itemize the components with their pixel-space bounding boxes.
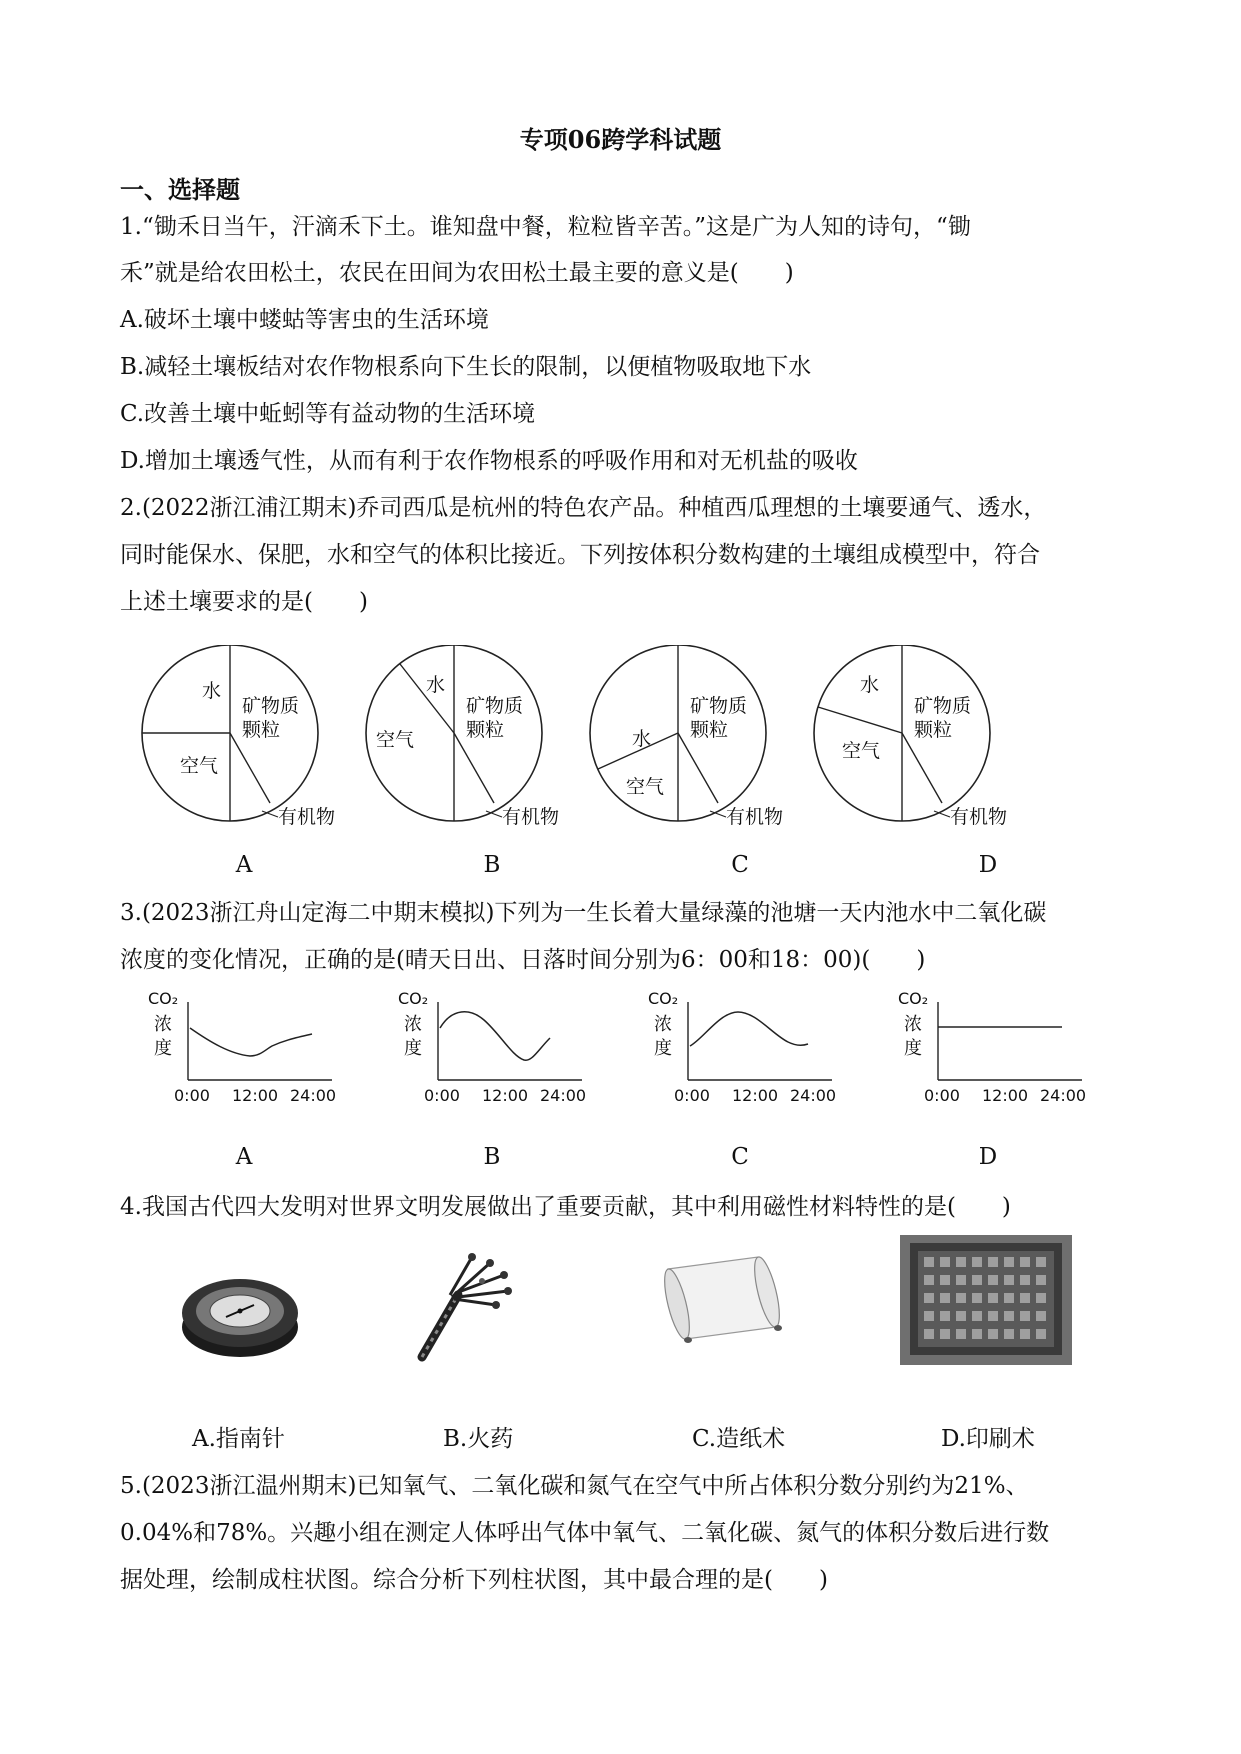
- q4-caption-c: C.造纸术: [692, 1426, 786, 1452]
- q5-stem-line2: 0.04%和78%。兴趣小组在测定人体呼出气体中氧气、二氧化碳、氮气的体积分数后进行数: [120, 1520, 1050, 1546]
- graph-d-ylabel-co2: CO₂: [898, 990, 929, 1008]
- pie-a-mineral-label-1: 矿物质: [242, 695, 300, 717]
- q2-option-c-label: C: [731, 852, 749, 878]
- pie-c-mineral-label-1: 矿物质: [690, 695, 748, 717]
- graph-a: [148, 990, 336, 1105]
- graph-d-xtick-2: 24:00: [1040, 1086, 1087, 1105]
- pie-a-air-label: 空气: [180, 755, 219, 777]
- pie-b-mineral-label-1: 矿物质: [466, 695, 524, 717]
- pie-d: [814, 645, 1007, 828]
- q1-option-b: B.减轻土壤板结对农作物根系向下生长的限制，以便植物吸取地下水: [120, 354, 812, 380]
- printing-type-image: [900, 1235, 1072, 1365]
- graph-c-xtick-2: 24:00: [790, 1086, 837, 1105]
- compass-image: [182, 1279, 298, 1357]
- q2-stem-line1: 2.(2022浙江浦江期末)乔司西瓜是杭州的特色农产品。种植西瓜理想的土壤要通气、透水，: [120, 495, 1047, 521]
- q3-stem-line2: 浓度的变化情况，正确的是(晴天日出、日落时间分别为6：00和18：00)( ): [120, 947, 926, 973]
- pie-b-air-label: 空气: [376, 729, 415, 751]
- q4-caption-d: D.印刷术: [941, 1426, 1035, 1452]
- graph-b-ylabel-1: 浓: [404, 1014, 422, 1035]
- q2-stem-line3: 上述土壤要求的是( ): [120, 589, 368, 615]
- q1-stem-line2: 禾”就是给农田松土，农民在田间为农田松土最主要的意义是( ): [120, 260, 794, 286]
- q3-option-c-label: C: [731, 1144, 749, 1170]
- graph-a-ylabel-1: 浓: [154, 1014, 172, 1035]
- pie-d-air-label: 空气: [842, 740, 881, 762]
- q2-option-b-label: B: [483, 852, 501, 878]
- pie-c-organic-label: 有机物: [726, 806, 784, 828]
- pie-d-mineral-label-1: 矿物质: [914, 695, 972, 717]
- graph-a-xtick-0: 0:00: [174, 1086, 210, 1105]
- page-title: 专项06跨学科试题: [519, 125, 722, 154]
- pie-c: [590, 645, 783, 828]
- pie-d-mineral-label-2: 颗粒: [914, 719, 953, 741]
- graph-b-ylabel-2: 度: [404, 1038, 422, 1059]
- graph-c-xtick-1: 12:00: [732, 1086, 779, 1105]
- graph-b-xtick-2: 24:00: [540, 1086, 587, 1105]
- graph-b-xtick-0: 0:00: [424, 1086, 460, 1105]
- q3-option-b-label: B: [483, 1144, 501, 1170]
- graph-d-ylabel-1: 浓: [904, 1014, 922, 1035]
- q4-stem-line1: 4.我国古代四大发明对世界文明发展做出了重要贡献，其中利用磁性材料特性的是( ): [120, 1194, 1011, 1220]
- pie-a-water-label: 水: [202, 680, 222, 702]
- pie-b-water-label: 水: [426, 674, 446, 696]
- pie-a-organic-label: 有机物: [278, 806, 336, 828]
- graph-b-xtick-1: 12:00: [482, 1086, 529, 1105]
- graph-c-ylabel-2: 度: [654, 1038, 672, 1059]
- pie-d-organic-label: 有机物: [950, 806, 1008, 828]
- q3-stem-line1: 3.(2023浙江舟山定海二中期末模拟)下列为一生长着大量绿藻的池塘一天内池水中二氧化碳: [120, 900, 1047, 926]
- graph-a-ylabel-2: 度: [154, 1038, 172, 1059]
- q2-option-a-label: A: [235, 852, 253, 878]
- graph-c-ylabel-co2: CO₂: [648, 990, 679, 1008]
- q3-option-d-label: D: [978, 1144, 998, 1170]
- q2-stem-line2: 同时能保水、保肥，水和空气的体积比接近。下列按体积分数构建的土壤组成模型中，符合: [120, 542, 1040, 568]
- graph-d: [898, 990, 1086, 1105]
- pie-c-mineral-label-2: 颗粒: [690, 719, 729, 741]
- q1-option-a: A.破坏土壤中蝼蛄等害虫的生活环境: [120, 307, 489, 333]
- graph-c-ylabel-1: 浓: [654, 1014, 672, 1035]
- q5-stem-line1: 5.(2023浙江温州期末)已知氧气、二氧化碳和氮气在空气中所占体积分数分别约为21%、: [120, 1473, 1029, 1499]
- q2-soil-pie-figures: [120, 645, 1130, 845]
- pie-b: [366, 645, 559, 828]
- pie-b-organic-label: 有机物: [502, 806, 560, 828]
- q4-caption-b: B.火药: [443, 1426, 514, 1452]
- q1-option-c: C.改善土壤中蚯蚓等有益动物的生活环境: [120, 401, 536, 427]
- gunpowder-image: [422, 1253, 512, 1357]
- q4-inventions-images: [150, 1235, 1080, 1380]
- pie-d-water-label: 水: [860, 674, 880, 696]
- graph-c: [648, 990, 836, 1105]
- graph-d-ylabel-2: 度: [904, 1038, 922, 1059]
- graph-d-xtick-1: 12:00: [982, 1086, 1029, 1105]
- section-heading: 一、选择题: [120, 175, 240, 204]
- q1-stem-line1: 1.“锄禾日当午，汗滴禾下土。谁知盘中餐，粒粒皆辛苦。”这是广为人知的诗句，“锄: [120, 214, 971, 240]
- pie-c-air-label: 空气: [626, 776, 665, 798]
- graph-a-ylabel-co2: CO₂: [148, 990, 179, 1008]
- pie-a-mineral-label-2: 颗粒: [242, 719, 281, 741]
- pie-b-mineral-label-2: 颗粒: [466, 719, 505, 741]
- graph-b: [398, 990, 586, 1105]
- q5-stem-line3: 据处理，绘制成柱状图。综合分析下列柱状图，其中最合理的是( ): [120, 1567, 828, 1593]
- graph-a-xtick-2: 24:00: [290, 1086, 337, 1105]
- q2-option-d-label: D: [978, 852, 998, 878]
- q1-option-d: D.增加土壤透气性，从而有利于农作物根系的呼吸作用和对无机盐的吸收: [120, 448, 858, 474]
- q3-co2-graphs: [140, 990, 1140, 1110]
- pie-c-water-label: 水: [632, 728, 652, 750]
- q3-option-a-label: A: [235, 1144, 253, 1170]
- graph-b-ylabel-co2: CO₂: [398, 990, 429, 1008]
- q4-caption-a: A.指南针: [192, 1426, 285, 1452]
- graph-d-xtick-0: 0:00: [924, 1086, 960, 1105]
- pie-a: [142, 645, 335, 828]
- paper-scroll-image: [660, 1255, 785, 1343]
- graph-a-xtick-1: 12:00: [232, 1086, 279, 1105]
- graph-c-xtick-0: 0:00: [674, 1086, 710, 1105]
